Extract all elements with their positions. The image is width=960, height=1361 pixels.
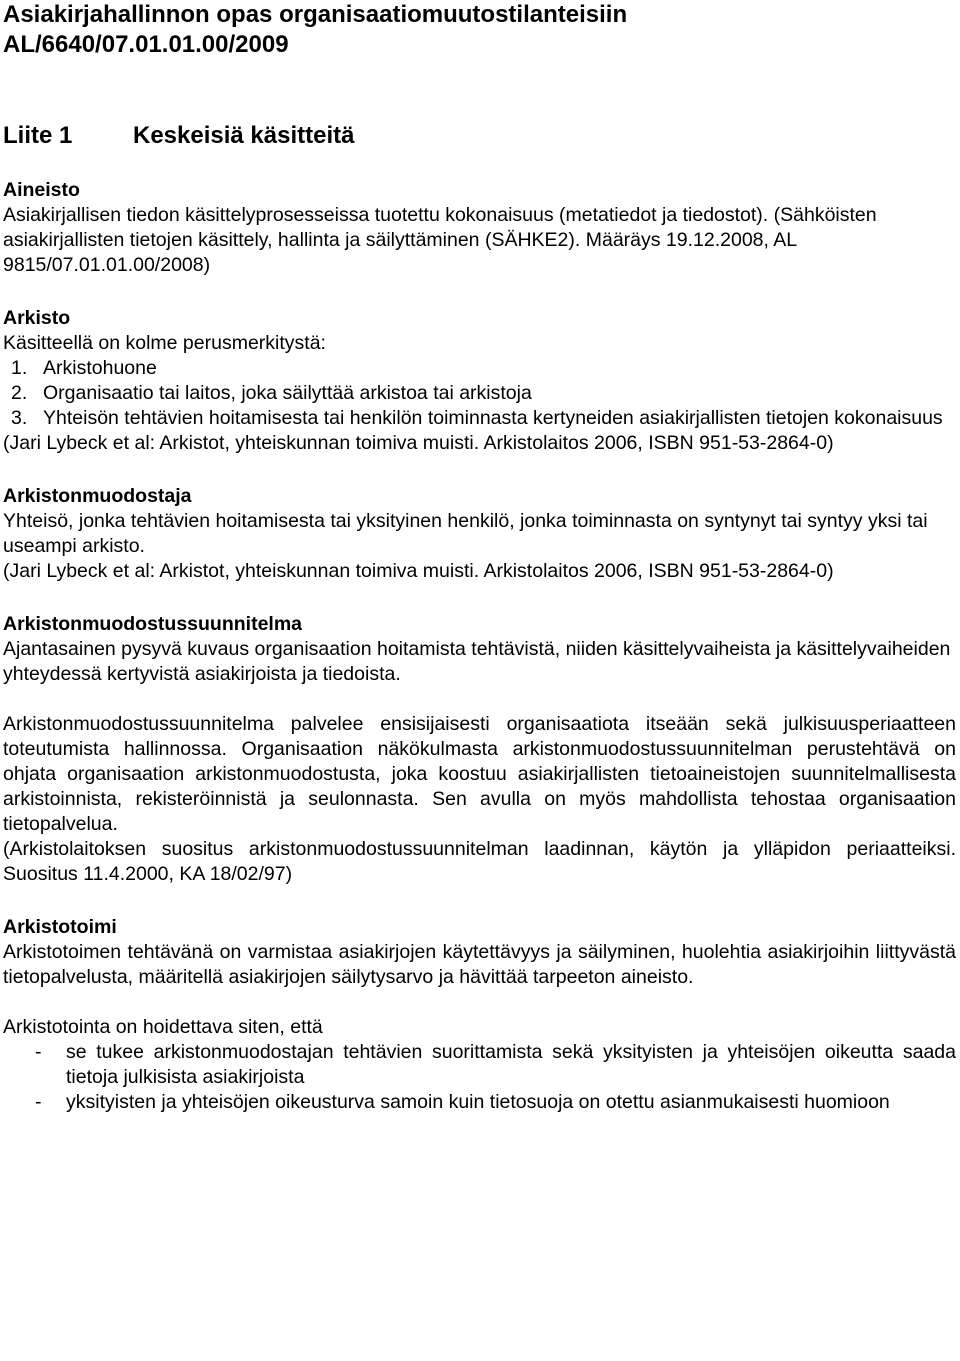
body-paragraph: Arkistonmuodostussuunnitelma palvelee ensisijaisesti organisaatiota itseään sekä julkisuusperiaatteen toteutumista hallinnossa. Organisaation näkökulmasta arkistonmuodostussuunnitelman perustehtävä on ohjata organisaation arkistonmuodostusta, joka koostuu asiakirjallisten tietoaineistojen suunnitelmallisesta arkistoinnista, rekisteröinnistä ja seulonnasta. Sen avulla on myös mahdollista tehostaa organisaation tietopalvelua. (3, 713, 956, 835)
list-dash: - (35, 1041, 42, 1063)
document-reference-number: AL/6640/07.01.01.00/2009 (3, 31, 289, 58)
annex-heading (3, 121, 956, 151)
list-text: Arkistohuone (43, 357, 157, 379)
list-item (3, 406, 956, 431)
annex-number: Liite 1 (3, 122, 73, 149)
source-citation: (Jari Lybeck et al: Arkistot, yhteiskunnan toimiva muisti. Arkistolaitos 2006, ISBN 951-53-2864-0) (3, 560, 834, 582)
term-heading: Arkistotoimi (3, 916, 117, 938)
definition-text: Arkistotoimen tehtävänä on varmistaa asiakirjojen käytettävyys ja säilyminen, huolehtia asiakirjoihin liittyvästä tietopalvelusta, määritellä asiakirjojen säilytysarvo ja hävittää tarpeeton aineisto. (3, 941, 956, 988)
definition-text: Asiakirjallisen tiedon käsittelyprosesseissa tuotettu kokonaisuus (metatiedot ja tiedostot). (Sähköisten asiakirjallisten tietojen käsittely, hallinta ja säilyttäminen (SÄHKE2). Määräys 19.12.2008, AL 9815/07.01.01.00/2008) (3, 204, 877, 276)
list-number: 3. (11, 407, 28, 429)
list-text: Yhteisön tehtävien hoitamisesta tai henkilön toiminnasta kertyneiden asiakirjallisten tietojen kokonaisuus (43, 407, 943, 429)
body-paragraph: Arkistotointa on hoidettava siten, että (3, 1016, 323, 1038)
definition-text: Ajantasainen pysyvä kuvaus organisaation hoitamista tehtävistä, niiden käsittelyvaiheista ja käsittelyvaiheiden yhteydessä kertyvistä asiakirjoista ja tiedoista. (3, 638, 951, 685)
list-item (3, 1040, 956, 1090)
term-heading: Aineisto (3, 179, 80, 201)
list-number: 1. (11, 357, 28, 379)
list-dash: - (35, 1091, 42, 1113)
list-number: 2. (11, 382, 28, 404)
definition-text: Yhteisö, jonka tehtävien hoitamisesta tai yksityinen henkilö, jonka toiminnasta on syntynyt tai syntyy yksi tai useampi arkisto. (3, 510, 928, 557)
term-heading: Arkisto (3, 307, 71, 329)
term-heading: Arkistonmuodostaja (3, 485, 192, 507)
document-title-line1: Asiakirjahallinnon opas organisaatiomuutostilanteisiin (3, 1, 628, 28)
document-page (3, 0, 956, 1115)
section-arkistotoimi (3, 915, 956, 1115)
section-arkistonmuodostaja (3, 484, 956, 584)
document-title (3, 0, 956, 60)
annex-title: Keskeisiä käsitteitä (133, 122, 355, 149)
section-aineisto (3, 178, 956, 278)
numbered-list (3, 356, 956, 431)
list-item (3, 1090, 956, 1115)
term-heading: Arkistonmuodostussuunnitelma (3, 613, 303, 635)
section-arkistonmuodostussuunnitelma (3, 612, 956, 887)
list-text: yksityisten ja yhteisöjen oikeusturva samoin kuin tietosuoja on otettu asianmukaisesti huomioon (66, 1091, 890, 1113)
list-text: Organisaatio tai laitos, joka säilyttää arkistoa tai arkistoja (43, 382, 532, 404)
list-item (3, 356, 956, 381)
list-text: se tukee arkistonmuodostajan tehtävien suorittamista sekä yksityisten ja yhteisöjen oikeutta saada tietoja julkisista asiakirjoista (66, 1041, 956, 1088)
source-citation: (Arkistolaitoksen suositus arkistonmuodostussuunnitelman laadinnan, käytön ja ylläpidon periaatteiksi. Suositus 11.4.2000, KA 18/02/97) (3, 838, 956, 885)
definition-intro: Käsitteellä on kolme perusmerkitystä: (3, 332, 326, 354)
source-citation: (Jari Lybeck et al: Arkistot, yhteiskunnan toimiva muisti. Arkistolaitos 2006, ISBN 951-53-2864-0) (3, 432, 834, 454)
list-item (3, 381, 956, 406)
dash-list (3, 1040, 956, 1115)
section-arkisto (3, 306, 956, 456)
